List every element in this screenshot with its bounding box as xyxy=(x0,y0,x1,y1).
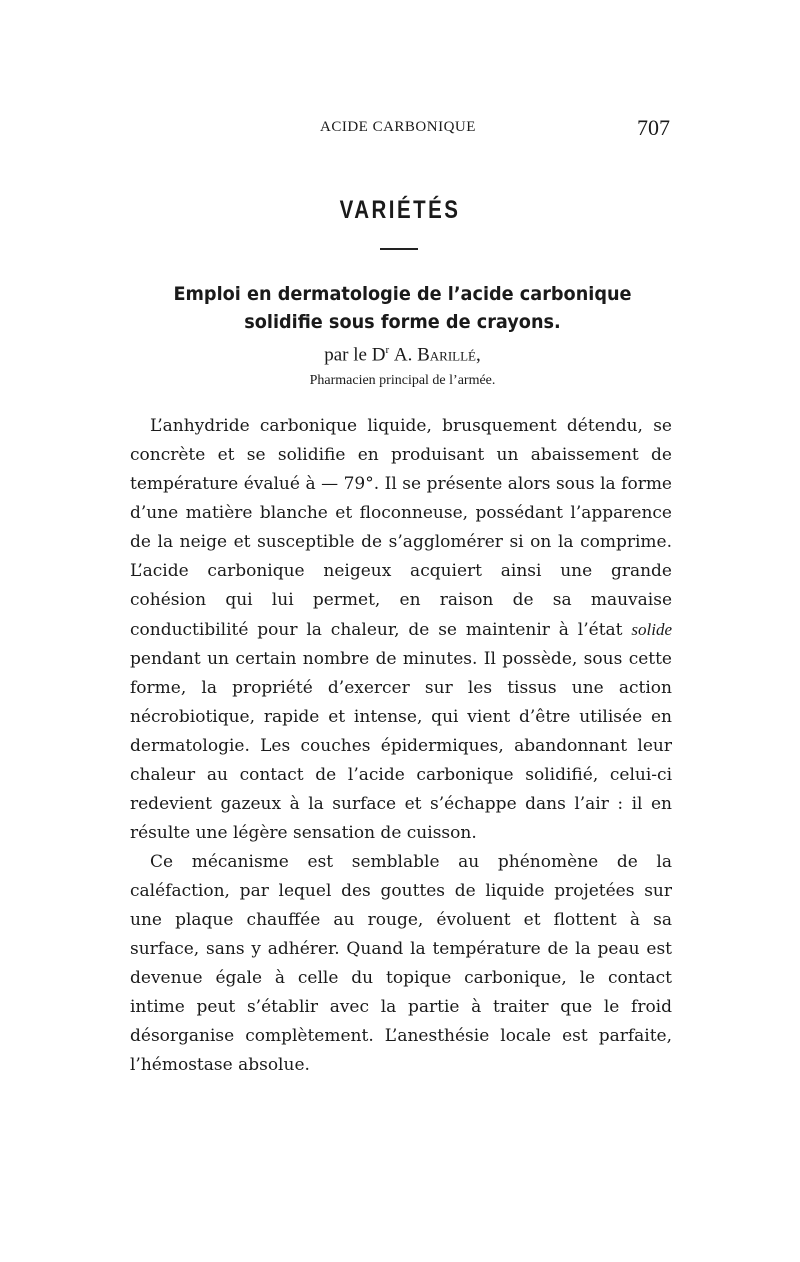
article-title: Emploi en dermatologie de l’acide carbonique solidifie sous forme de crayons. xyxy=(173,283,632,333)
running-title: ACIDE CARBONIQUE xyxy=(320,119,476,135)
author-name: A. Barillé, xyxy=(393,344,481,366)
byline xyxy=(130,344,675,366)
article-body xyxy=(130,412,672,1080)
paragraph-2: Ce mécanisme est semblable au phénomène de la caléfaction, par lequel des gouttes de liquide projetées sur une plaque chauffée au rouge, évoluent et flottent à sa surface, sans y adhérer. Quand la température de la peau est devenue égale à celle du topique carbonique, le contact intime peut s’établir avec la partie à traiter que le froid désorganise complètement. L’anesthésie locale est parfaite, l’hémostase absolue. xyxy=(130,852,672,1075)
paragraph-1-text-b: pendant un certain nombre de minutes. Il possède, sous cette forme, la propriété d’exercer sur les tissus une action nécrobiotique, rapide et intense, qui vient d’être utilisée en dermatologie. Les couches épidermiques, abandonnant leur chaleur au contact de l’acide carbonique solidifié, celui-ci redevient gazeux à la surface et s’échappe dans l’air : il en résulte une légère sensation de cuisson. xyxy=(130,649,672,843)
page-number: 707 xyxy=(637,115,670,140)
title-rule xyxy=(380,248,418,250)
author-affiliation: Pharmacien principal de l’armée. xyxy=(309,373,496,388)
paragraph-1-italic: solide xyxy=(631,620,672,639)
paragraph-1-text-a: L’anhydride carbonique liquide, brusquement détendu, se concrète et se solidifie en produisant un abaissement de température évalué à — 79°. Il se présente alors sous la forme d’une matière blanche et floconneuse, possédant l’apparence de la neige et susceptible de s’agglomérer si on la comprime. L’acide carbonique neigeux acquiert ainsi une grande cohésion qui lui permet, en raison de sa mauvaise conductibilité pour la chaleur, de se maintenir à l’état xyxy=(130,416,672,640)
running-head xyxy=(130,115,670,145)
byline-superscript: r xyxy=(385,344,390,356)
paragraph-1 xyxy=(130,412,672,848)
byline-prefix: par le D xyxy=(324,344,386,366)
section-title: VARIÉTÉS xyxy=(339,196,461,224)
